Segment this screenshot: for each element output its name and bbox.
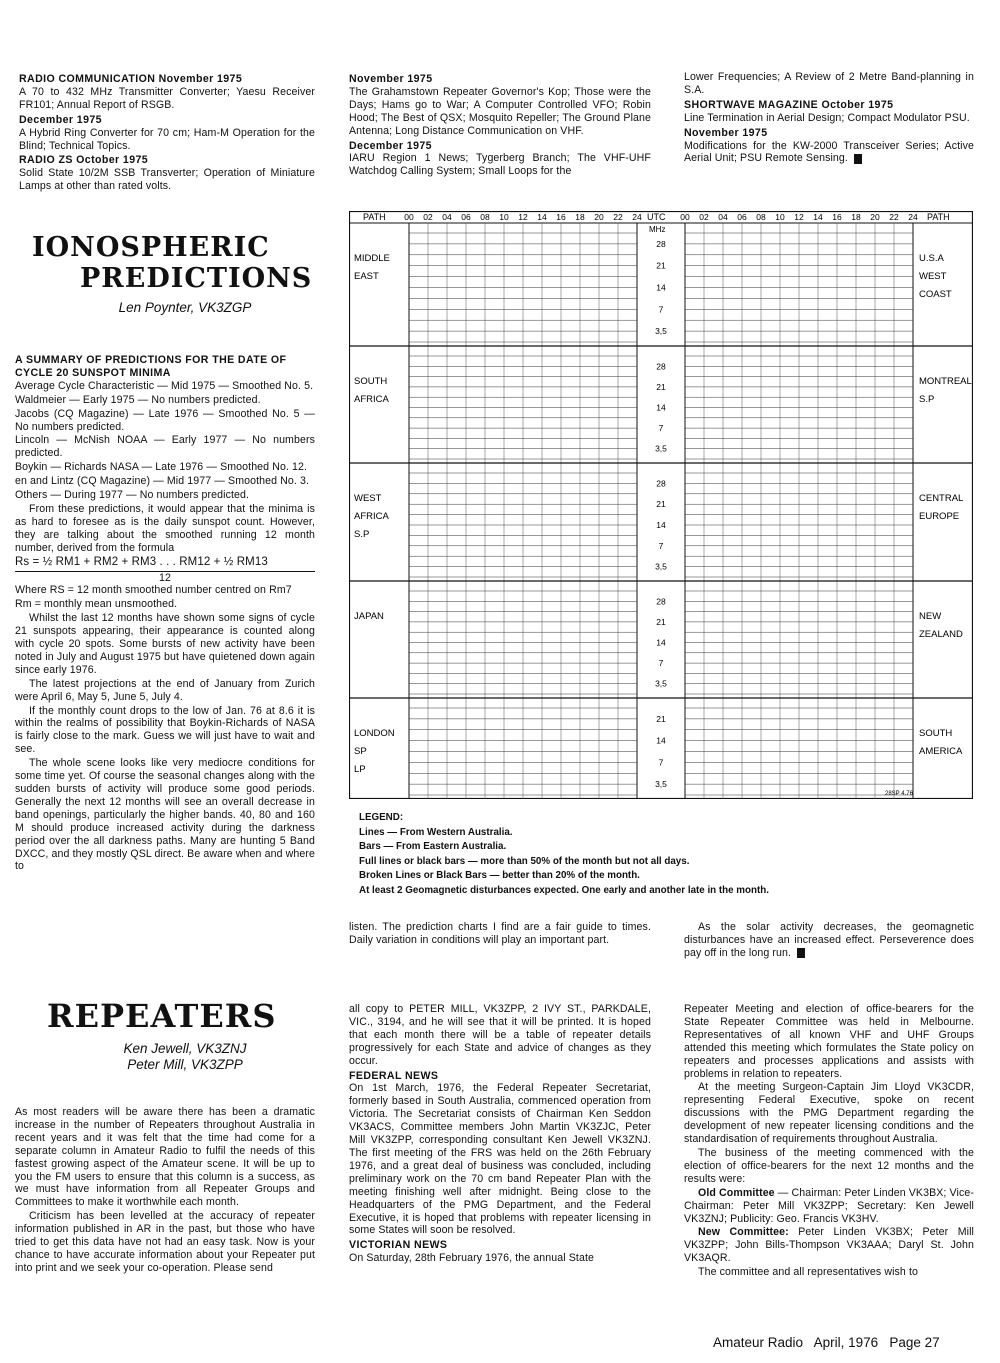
footer-date: April, 1976 — [813, 1335, 879, 1350]
iono-right-continuation — [684, 921, 974, 961]
paragraph: The business of the meeting commenced with the election of office-bearers for the next 12 months and the results were: — [684, 1146, 974, 1185]
footer-magazine: Amateur Radio — [713, 1335, 804, 1350]
prediction-chart — [349, 211, 973, 799]
hour-tick-label: 00 — [404, 212, 414, 222]
path-label: EAST — [354, 271, 379, 282]
hour-tick-label: 12 — [518, 212, 528, 222]
review-heading: SHORTWAVE MAGAZINE October 1975 — [684, 98, 894, 111]
end-mark — [797, 948, 805, 958]
hour-tick-label: 04 — [718, 212, 728, 222]
frequency-label: 7 — [658, 658, 664, 669]
new-committee-text: Peter Linden VK3BX; Peter Mill VK3ZPP; John Bills-Thompson VK3AAA; Daryl St. John VK3AQR. — [684, 1226, 974, 1265]
path-label: JAPAN — [354, 611, 384, 622]
frequency-label: 14 — [656, 282, 666, 293]
review-heading: December 1975 — [19, 113, 102, 126]
footer-page: Page 27 — [889, 1335, 940, 1350]
hour-tick-label: 00 — [680, 212, 690, 222]
path-label: EUROPE — [919, 511, 960, 522]
frequency-label: 3,5 — [655, 779, 667, 790]
iono-mid-continuation — [349, 921, 651, 948]
paragraph: If the monthly count drops to the low of Jan. 76 at 8.6 it is within the realms of possibility that Boykin-Richards of NASA is fairly close to the mark. Guess we will just have to wait and see. — [15, 704, 315, 756]
paragraph — [684, 921, 974, 960]
paragraph: all copy to PETER MILL, VK3ZPP, 2 IVY ST., PARKDALE, VIC., 3194, and he will see that it will be printed. It is hoped that each month there will be a table of repeater details progressively for each State and advice of changes as they occur. — [349, 1003, 651, 1067]
repeaters-title: REPEATERS — [47, 997, 277, 1035]
paragraph: Criticism has been levelled at the accuracy of repeater information published in AR in the past, but those who have tried to get this data have not had an easy task. Now is your chance to have accurate information about your Repeater put into print and we seek your co-operation. Please send — [15, 1210, 315, 1274]
chart-credit: 28SP 4.76 — [885, 791, 913, 797]
repeaters-right-column — [684, 1003, 974, 1280]
header-mhz-label: MHz — [649, 225, 666, 234]
frequency-label: 7 — [658, 304, 664, 315]
summary-item: Jacobs (CQ Magazine) — Late 1976 — Smoothed No. 5 — No numbers predicted. — [15, 407, 315, 433]
page-footer — [713, 1335, 940, 1350]
paragraph: At the meeting Surgeon-Captain Jim Lloyd VK3CDR, representing Federal Executive, spoke on recent discussions with the PMG Department regarding the development of new repeater licensing conditions and the standardisation of requirements throughout Australia. — [684, 1081, 974, 1146]
frequency-label: 14 — [656, 637, 666, 648]
paragraph: Rm = monthly mean unsmoothed. — [15, 598, 178, 611]
chart-legend — [359, 811, 959, 899]
path-label: LP — [354, 764, 366, 775]
reviews-right-column — [684, 71, 974, 166]
paragraph: Whilst the last 12 months have shown some signs of cycle 21 sunspots appearing, their appearance is counted along with cycle 20 spots. Some bursts of new activity have been noted in July and August 1975 but have quietened down again since early 1976. — [15, 612, 315, 676]
hour-tick-label: 20 — [870, 212, 880, 222]
iono-byline: Len Poynter, VK3ZGP — [118, 300, 252, 315]
summary-item: Lincoln — McNish NOAA — Early 1977 — No numbers predicted. — [15, 434, 315, 460]
legend-line: Broken Lines or Black Bars — better than 20% of the month. — [359, 870, 640, 882]
review-text: A 70 to 432 MHz Transmitter Converter; Yaesu Receiver FR101; Annual Report of RSGB. — [19, 85, 315, 111]
review-text-span: Modifications for the KW-2000 Transceiver Series; Active Aerial Unit; PSU Remote Sensing. — [684, 139, 974, 165]
review-text: A Hybrid Ring Converter for 70 cm; Ham-M Operation for the Blind; Technical Topics. — [19, 126, 315, 152]
paragraph: The whole scene looks like very mediocre conditions for some time yet. Of course the seasonal changes along with the sudden bursts of activity will produce some good periods. Generally the next 12 months will see an overall decrease in band openings, particularly the higher bands. 40, 80 and 160 M should produce increased activity during the darkness period over the all darkness paths. Many are hunting 5 Band DXCC, and they mostly QSL direct. Be aware when and where to — [15, 757, 315, 873]
path-label: AFRICA — [354, 394, 389, 405]
path-label: AFRICA — [354, 511, 389, 522]
paragraph-span: As the solar activity decreases, the geomagnetic disturbances have an increased effect. Perseverence does pay off in the long run. — [684, 921, 974, 959]
summary-item: Average Cycle Characteristic — Mid 1975 — Smoothed No. 5. — [15, 379, 314, 392]
review-heading: November 1975 — [349, 73, 433, 85]
paragraph: On 1st March, 1976, the Federal Repeater Secretariat, formerly based in South Australia, commenced operation from Victoria. The Secretariat consists of Chairman Ken Seddon VK3ACS, Committee members John Martin VK3ZJC, Peter Mill VK3ZPP, corresponding consultant Ken Jewell VK3ZNJ. The first meeting of the FRS was held on the 26th February 1976, and a great deal of business was concluded, including preliminary work on the 70 cm band Repeater Plan with the meeting finishing well after midnight. Being close to the Headquarters of the PMG Department, and the Federal Executive, it is hoped that problems with repeater licensing in some States will soon be resolved. — [349, 1082, 651, 1237]
frequency-label: 7 — [658, 423, 664, 434]
iono-title-line2: PREDICTIONS — [80, 263, 313, 294]
frequency-label: 3,5 — [655, 443, 667, 454]
path-label: NEW — [919, 611, 942, 622]
summary-heading: A SUMMARY OF PREDICTIONS FOR THE DATE OF CYCLE 20 SUNSPOT MINIMA — [15, 354, 287, 379]
repeaters-mid-column — [349, 1003, 651, 1266]
end-mark — [854, 154, 862, 164]
hour-tick-label: 14 — [813, 212, 823, 222]
path-label: MIDDLE — [354, 253, 390, 264]
frequency-label: 21 — [656, 616, 666, 627]
hour-tick-label: 12 — [794, 212, 804, 222]
iono-title-line1: IONOSPHERIC — [32, 232, 270, 263]
review-text: Lower Frequencies; A Review of 2 Metre Band-planning in S.A. — [684, 71, 974, 96]
paragraph: As most readers will be aware there has been a dramatic increase in the number of Repeaters throughout Australia in recent years and it was felt that the time had come for a separate column in Amateur Radio to fulfil the needs of this fastest growing aspect of the Amateur scene. It will be up to you the FM users to ensure that this column is a success, as we must have information from all Repeater Groups and Committees to make it worthwhile each month. — [15, 1106, 315, 1209]
path-label: WEST — [354, 493, 382, 504]
hour-tick-label: 10 — [499, 212, 509, 222]
path-label: SOUTH — [919, 728, 953, 739]
frequency-label: 14 — [656, 735, 666, 746]
hour-tick-label: 18 — [851, 212, 861, 222]
old-committee-label: Old Committee — [698, 1186, 775, 1199]
path-label: ZEALAND — [919, 629, 963, 640]
repeaters-author: Ken Jewell, VK3ZNJ — [123, 1041, 247, 1056]
hour-tick-label: 06 — [737, 212, 747, 222]
path-label: CENTRAL — [919, 493, 964, 504]
legend-line: Bars — From Eastern Australia. — [359, 841, 507, 853]
old-committee-text: — Chairman: Peter Linden VK3BX; Vice-Chairman: Peter Mill VK3ZPP; Secretary: Ken Jewell VK3ZNJ; Publicity: Geo. Francis VK3HV. — [684, 1186, 974, 1225]
review-heading: December 1975 — [349, 139, 432, 152]
path-label: COAST — [919, 289, 952, 300]
hour-tick-label: 16 — [832, 212, 842, 222]
paragraph: From these predictions, it would appear that the minima is as hard to foresee as is the daily sunspot count. However, they are talking about the smoothed running 12 month number, derived from the formula — [15, 502, 315, 554]
hour-tick-label: 22 — [889, 212, 899, 222]
formula-denominator: 12 — [159, 571, 171, 584]
path-label: LONDON — [354, 728, 395, 739]
section-heading: VICTORIAN NEWS — [349, 1239, 448, 1252]
header-utc-label: UTC — [647, 212, 666, 222]
iono-title — [32, 232, 313, 294]
hour-tick-label: 18 — [575, 212, 585, 222]
paragraph — [684, 1226, 974, 1265]
hour-tick-label: 06 — [461, 212, 471, 222]
legend-line: At least 2 Geomagnetic disturbances expected. One early and another late in the month. — [359, 884, 769, 896]
hour-tick-label: 02 — [699, 212, 709, 222]
frequency-label: 21 — [656, 713, 666, 724]
frequency-label: 21 — [656, 499, 666, 510]
hour-tick-label: 20 — [594, 212, 604, 222]
review-heading: November 1975 — [684, 126, 768, 139]
frequency-label: 7 — [658, 540, 664, 551]
reviews-mid-column — [349, 71, 651, 179]
repeaters-author: Peter Mill, VK3ZPP — [127, 1057, 243, 1072]
review-text: Solid State 10/2M SSB Transverter; Operation of Miniature Lamps at other than rated volts. — [19, 167, 315, 193]
frequency-label: 3,5 — [655, 326, 667, 337]
frequency-label: 14 — [656, 520, 666, 530]
formula: Rs = ½ RM1 + RM2 + RM3 . . . RM12 + ½ RM13 — [15, 556, 315, 572]
frequency-label: 7 — [658, 757, 664, 768]
paragraph: listen. The prediction charts I find are a fair guide to times. Daily variation in conditions will play an important part. — [349, 921, 651, 946]
legend-line: Full lines or black bars — more than 50% of the month but not all days. — [359, 855, 690, 867]
path-label: U.S.A — [919, 253, 944, 264]
path-label: S.P — [354, 529, 370, 540]
hour-tick-label: 16 — [556, 212, 566, 222]
frequency-label: 3,5 — [655, 678, 667, 689]
legend-title: LEGEND: — [359, 812, 404, 823]
frequency-label: 3,5 — [655, 561, 667, 572]
paragraph: The latest projections at the end of January from Zurich were April 6, May 5, June 5, July 4. — [15, 677, 315, 703]
review-text — [684, 140, 974, 166]
path-label: WEST — [919, 271, 947, 282]
frequency-label: 28 — [656, 596, 666, 607]
new-committee-label: New Committee: — [698, 1226, 789, 1239]
hour-tick-label: 08 — [480, 212, 490, 222]
paragraph: Where RS = 12 month smoothed number centred on Rm7 — [15, 584, 292, 597]
paragraph: Repeater Meeting and election of office-bearers for the State Repeater Committee was held in Melbourne. Representatives of all known VHF and UHF Groups attended this meeting which formulates the State policy on repeaters and processes applications and assists with problems in relation to repeaters. — [684, 1003, 974, 1080]
paragraph: On Saturday, 28th February 1976, the annual State — [349, 1252, 594, 1265]
review-text: IARU Region 1 News; Tygerberg Branch; The VHF-UHF Watchdog Calling System; Small Loops for the — [349, 152, 651, 178]
hour-tick-label: 14 — [537, 212, 547, 222]
frequency-label: 28 — [656, 361, 666, 372]
hour-tick-label: 24 — [632, 212, 642, 222]
reviews-left-column — [19, 71, 315, 194]
review-text: The Grahamstown Repeater Governor's Kop; Those were the Days; Hams go to War; A Computer Controlled VFO; Robin Hood; The Best of QSX; Mosquito Repeller; The Ground Plane Antenna; Long Distance Communication on VHF. — [349, 85, 651, 137]
frequency-label: 21 — [656, 260, 666, 271]
repeaters-byline — [60, 1041, 310, 1073]
paragraph: The committee and all representatives wish to — [698, 1266, 919, 1279]
frequency-label: 28 — [656, 478, 666, 489]
repeaters-left-column — [15, 1106, 315, 1276]
header-path-label: PATH — [363, 212, 386, 222]
frequency-label: 28 — [656, 238, 666, 249]
path-label: MONTREAL — [919, 376, 972, 387]
hour-tick-label: 24 — [908, 212, 918, 222]
review-heading: RADIO COMMUNICATION November 1975 — [19, 73, 243, 85]
hour-tick-label: 22 — [613, 212, 623, 222]
review-heading: RADIO ZS October 1975 — [19, 154, 149, 167]
hour-tick-label: 04 — [442, 212, 452, 222]
header-path-label: PATH — [927, 212, 950, 222]
frequency-label: 21 — [656, 381, 666, 392]
summary-item: Boykin — Richards NASA — Late 1976 — Smoothed No. 12. — [15, 461, 308, 474]
summary-item: Others — During 1977 — No numbers predicted. — [15, 489, 250, 502]
frequency-label: 14 — [656, 402, 666, 413]
summary-item: Waldmeier — Early 1975 — No numbers predicted. — [15, 393, 261, 406]
review-text: Line Termination in Aerial Design; Compact Modulator PSU. — [684, 111, 970, 124]
hour-tick-label: 02 — [423, 212, 433, 222]
iono-left-column — [15, 352, 315, 874]
hour-tick-label: 08 — [756, 212, 766, 222]
path-label: S.P — [919, 394, 935, 405]
path-label: SOUTH — [354, 376, 388, 387]
section-heading: FEDERAL NEWS — [349, 1069, 439, 1082]
paragraph — [684, 1187, 974, 1226]
hour-tick-label: 10 — [775, 212, 785, 222]
path-label: SP — [354, 746, 367, 757]
legend-line: Lines — From Western Australia. — [359, 826, 513, 838]
summary-item: en and Lintz (CQ Magazine) — Mid 1977 — Smoothed No. 3. — [15, 475, 310, 488]
path-label: AMERICA — [919, 746, 963, 757]
